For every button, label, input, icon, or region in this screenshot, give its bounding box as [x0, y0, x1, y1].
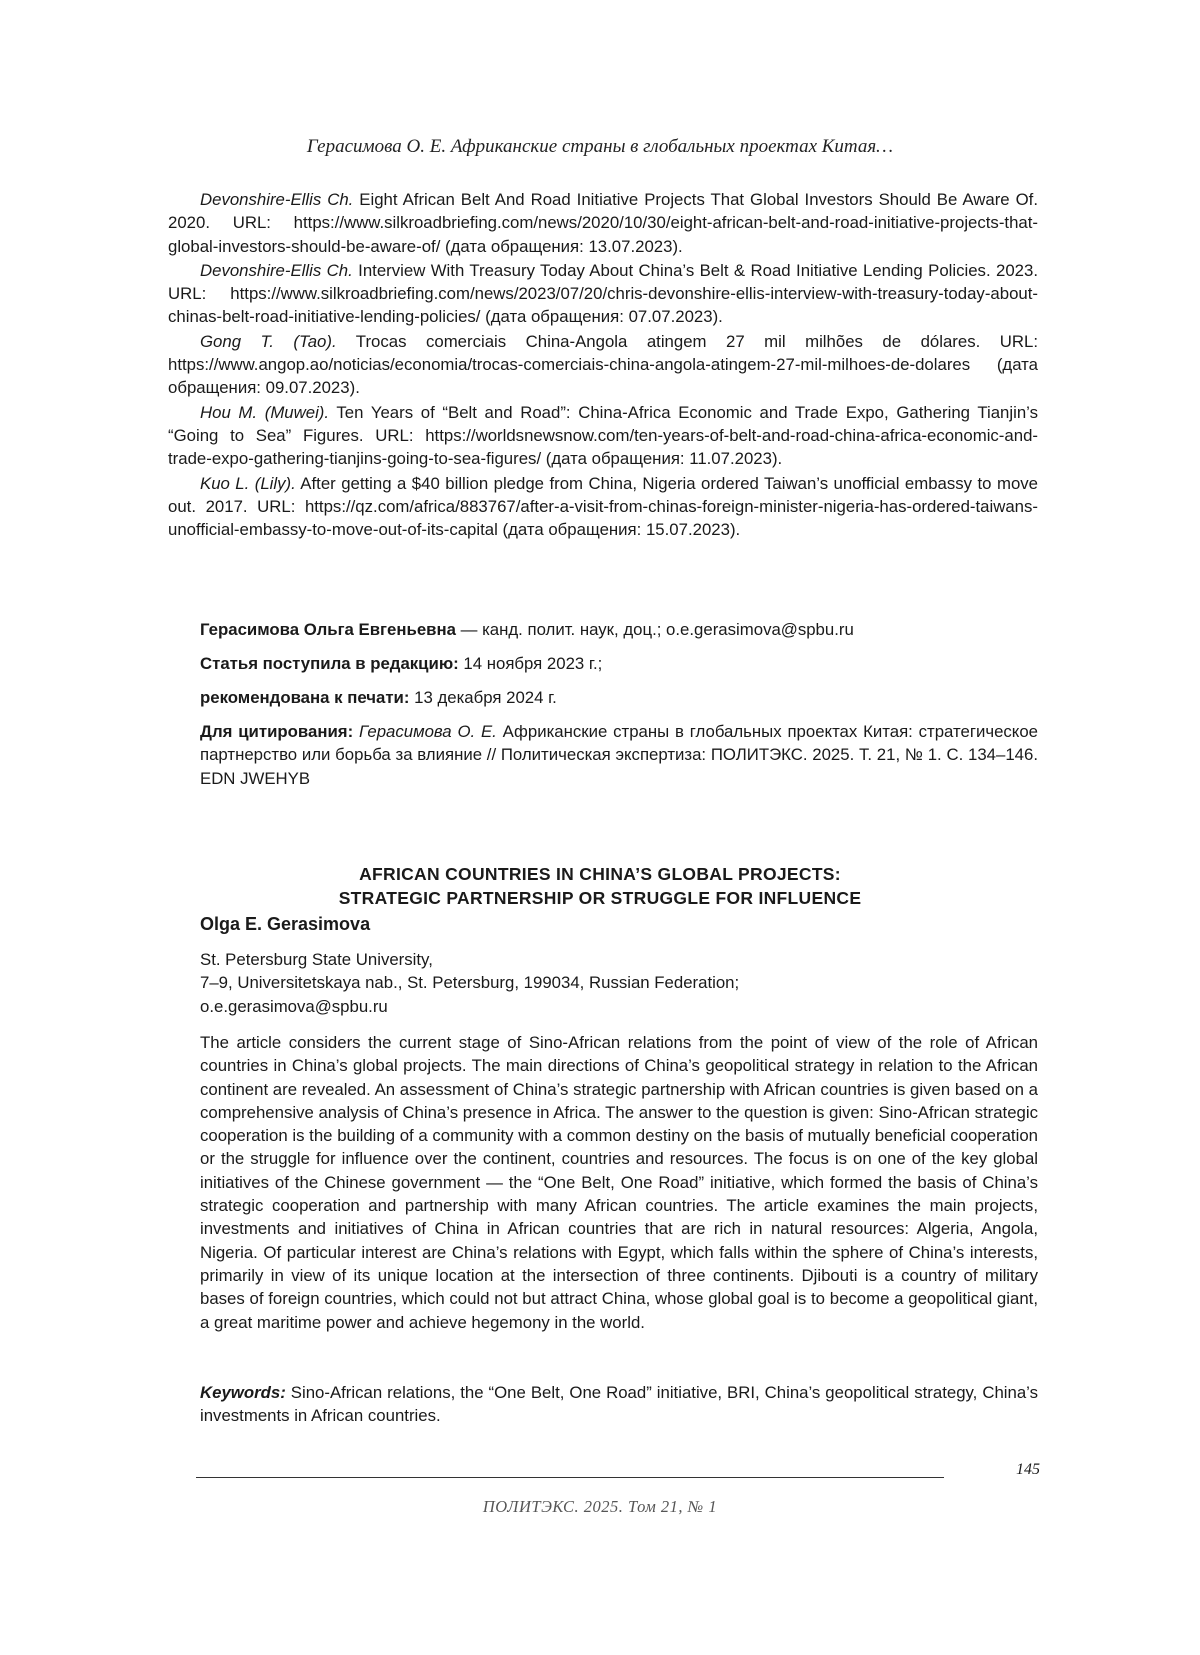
reference-author: Devonshire-Ellis Ch. — [200, 190, 354, 209]
reference-text: After getting a $40 billion pledge from China, Nigeria ordered Taiwan’s unofficial embassy to move out. 2017. URL: https://qz.com/africa/883767/after-a-visit-from-chinas-foreign-minister-nigeria-has-ordered-taiwans-unofficial-embassy-to-move-out-of-its-capital (дата обращения: 15.07.2023). — [168, 473, 1038, 540]
reference-text: Trocas comerciais China-Angola atingem 27 mil milhões de dólares. URL: https://www.angop.ao/noticias/economia/trocas-comerciais-china-angola-atingem-27-mil-milhoes-de-dolares (дата обращения: 09.07.2023). — [168, 331, 1038, 398]
keywords — [200, 1381, 1038, 1428]
author-info — [200, 618, 1038, 641]
keywords-label: Keywords: — [200, 1383, 286, 1402]
affiliation-line: St. Petersburg State University, — [200, 950, 433, 969]
footer-rule — [196, 1477, 944, 1478]
reference-author: Hou M. (Muwei). — [200, 402, 330, 422]
running-head: Герасимова О. Е. Африканские страны в глобальных проектах Китая… — [306, 136, 894, 157]
title-line: AFRICAN COUNTRIES IN CHINA’S GLOBAL PROJECTS: — [359, 864, 841, 884]
citation — [200, 720, 1038, 790]
recommended-date — [200, 686, 1038, 709]
received-label: Статья поступила в редакцию: — [200, 654, 459, 673]
received-value: 14 ноября 2023 г.; — [458, 654, 603, 673]
abstract: The article considers the current stage of Sino-African relations from the point of view of the role of African countries in China’s global projects. The main directions of China’s geopolitical strategy in relation to the African continent are revealed. An assessment of China’s strategic partnership with African countries is given based on a comprehensive analysis of China’s presence in Africa. The answer to the question is given: Sino-African strategic cooperation is the building of a community with a common destiny on the basis of mutually beneficial cooperation or the struggle for influence over the continent, countries and resources. The focus is on one of the key global initiatives of the Chinese government — the “One Belt, One Road” initiative, which formed the basis of China’s strategic cooperation and partnership with many African countries. The article examines the main projects, investments and initiatives of China in African countries that are rich in natural resources: Algeria, Angola, Nigeria. Of particular interest are China’s relations with Egypt, which falls within the sphere of China’s interests, primarily in view of its unique location at the intersection of three continents. Djibouti is a country of military bases of foreign countries, which could not but attract China, whose global goal is to become a geopolitical giant, a great maritime power and achieve hegemony in the world. — [200, 1033, 1038, 1332]
reference-item — [168, 401, 1038, 471]
reference-item — [168, 472, 1038, 542]
reference-item — [168, 259, 1038, 329]
affiliation — [200, 948, 1040, 1018]
reference-text: Ten Years of “Belt and Road”: China-Africa Economic and Trade Expo, Gathering Tianjin’s “Going to Sea” Figures. URL: https://worldsnewsnow.com/ten-years-of-belt-and-road-china-africa-economic-and-trade-expo-gathering-tianjins-going-to-sea-figures/ (дата обращения: 11.07.2023). — [168, 402, 1038, 469]
reference-author: Kuo L. (Lily). — [200, 473, 296, 493]
recommended-value: 13 декабря 2024 г. — [409, 688, 557, 707]
author-name-ru: Герасимова Ольга Евгеньевна — [200, 620, 456, 639]
author-name-en: Olga E. Gerasimova — [200, 914, 371, 934]
keywords-text: Sino-African relations, the “One Belt, One Road” initiative, BRI, China’s geopolitical strategy, China’s investments in African countries. — [200, 1383, 1038, 1426]
page-number: 145 — [1016, 1461, 1040, 1478]
journal-footer: ПОЛИТЭКС. 2025. Том 21, № 1 — [482, 1497, 718, 1516]
citation-author: Герасимова О. Е. — [353, 722, 497, 741]
reference-item — [168, 330, 1038, 400]
reference-author: Gong T. (Tao). — [200, 331, 337, 351]
citation-label: Для цитирования: — [200, 722, 354, 741]
author-details: — канд. полит. наук, доц.; o.e.gerasimova@spbu.ru — [455, 620, 854, 639]
affiliation-email: o.e.gerasimova@spbu.ru — [200, 996, 388, 1016]
reference-list — [168, 188, 1038, 542]
title-line: STRATEGIC PARTNERSHIP OR STRUGGLE FOR INFLUENCE — [338, 888, 862, 908]
received-date — [200, 652, 1038, 675]
article-title-en — [0, 862, 1200, 910]
reference-item — [168, 188, 1038, 258]
recommended-label: рекомендована к печати: — [200, 688, 410, 707]
reference-author: Devonshire-Ellis Ch. — [200, 260, 353, 280]
affiliation-line: 7–9, Universitetskaya nab., St. Petersburg, 199034, Russian Federation; — [200, 973, 740, 993]
reference-text: Eight African Belt And Road Initiative Projects That Global Investors Should Be Aware Of. 2020. URL: https://www.silkroadbriefing.com/news/2020/10/30/eight-african-belt-and-road-initiative-projects-that-global-investors-should-be-aware-of/ (дата обращения: 13.07.2023). — [168, 190, 1038, 256]
citation-text: Африканские страны в глобальных проектах Китая: стратегическое партнерство или борьба за влияние // Политическая экспертиза: ПОЛИТЭКС. 2025. Т. 21, № 1. С. 134–146. EDN JWEHYB — [200, 722, 1039, 788]
reference-text: Interview With Treasury Today About China’s Belt & Road Initiative Lending Policies. 2023. URL: https://www.silkroadbriefing.com/news/2023/07/20/chris-devonshire-ellis-interview-with-treasury-today-about-chinas-belt-road-initiative-lending-policies/ (дата обращения: 07.07.2023). — [168, 260, 1039, 327]
